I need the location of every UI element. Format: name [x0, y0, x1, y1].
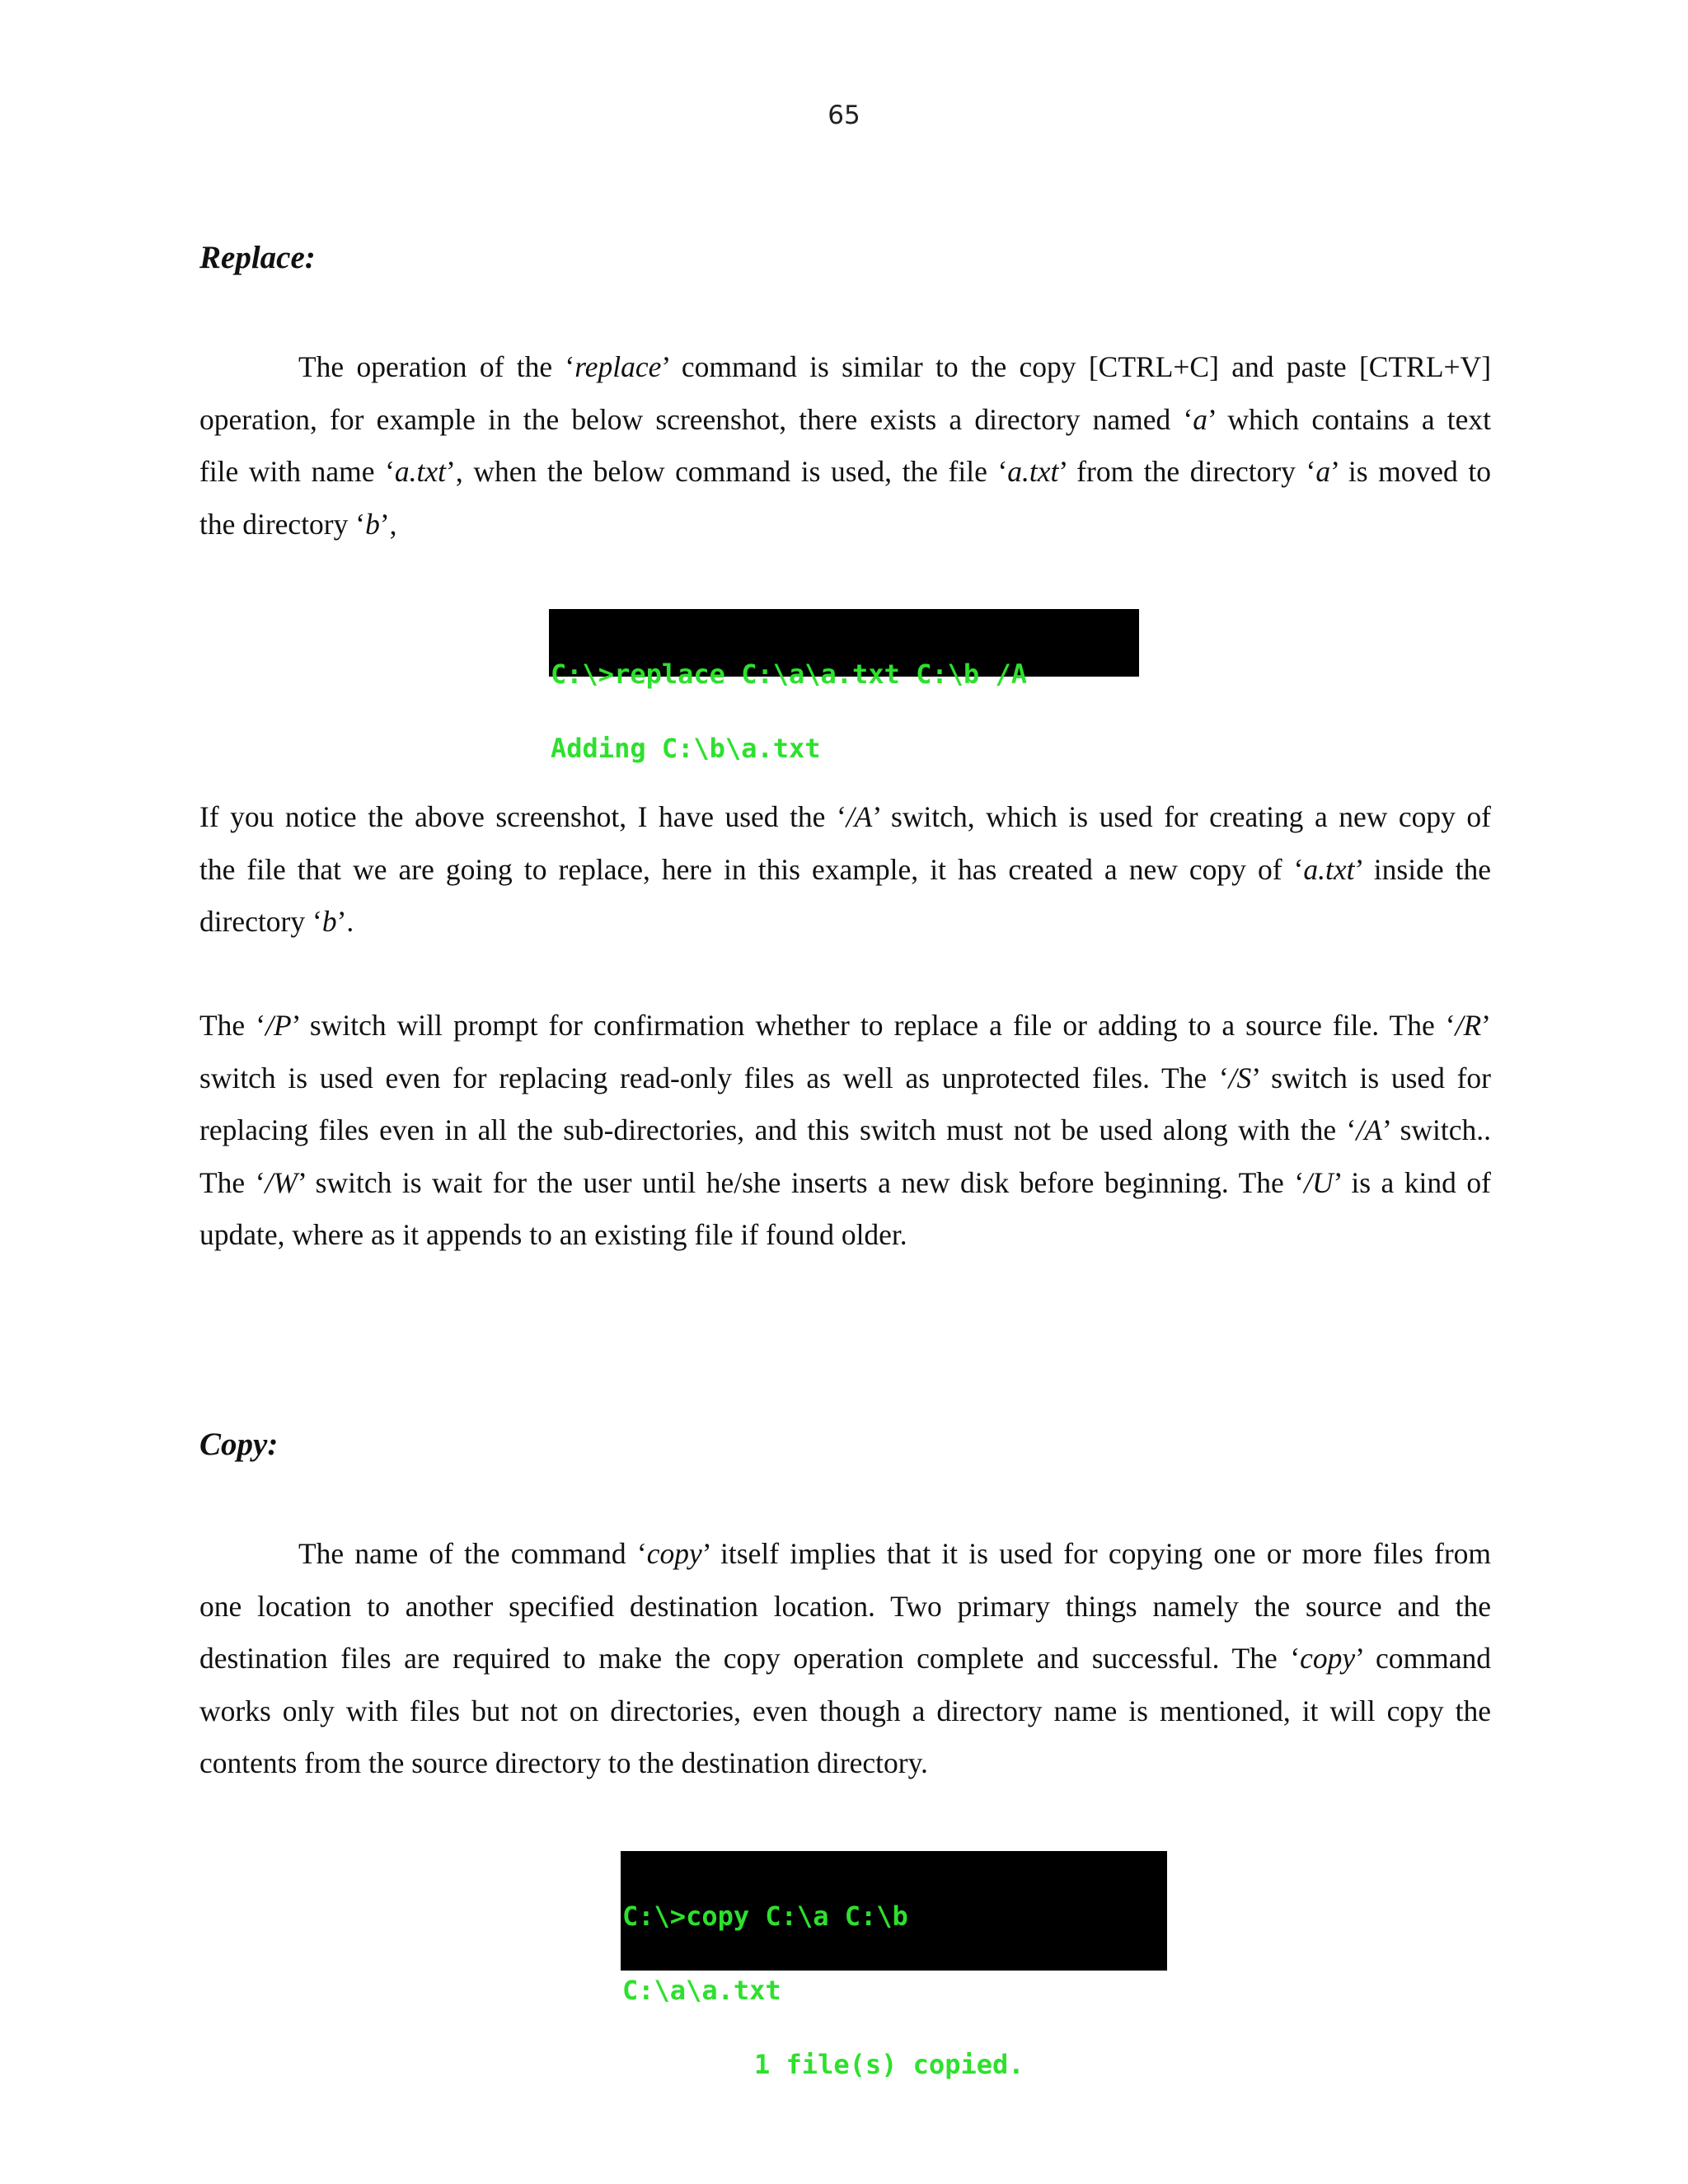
copy-intro-paragraph: [199, 1528, 1491, 1790]
replace-terminal-screenshot: [549, 609, 1139, 764]
terminal-line: C:\>replace C:\a\a.txt C:\b /A: [551, 658, 1027, 690]
text-line: destination files are required to make the copy operation complete and successful. The ‘copy’ command: [199, 1642, 1491, 1675]
text-line: replacing files even in all the sub-directories, and this switch must not be used along with the ‘/A’ switch..: [199, 1113, 1491, 1146]
replace-intro-paragraph: [199, 341, 1491, 551]
section-heading-replace: Replace:: [199, 240, 316, 275]
text-line: The operation of the ‘replace’ command is similar to the copy [CTRL+C] and paste [CTRL+V]: [298, 350, 1492, 383]
text-line: operation, for example in the below screenshot, there exists a directory named ‘a’ which contains a text: [199, 402, 1491, 436]
text-line: the directory ‘b’,: [199, 507, 397, 541]
text-line: works only with files but not on directories, even though a directory name is mentioned, it will copy the: [199, 1694, 1491, 1727]
copy-terminal-screenshot: [621, 1851, 1167, 2080]
terminal-line: C:\a\a.txt: [622, 1975, 781, 2006]
terminal-line: Adding C:\b\a.txt: [551, 733, 821, 764]
text-line: one location to another specified destination location. Two primary things namely the source and the: [199, 1589, 1491, 1623]
section-heading-copy: Copy:: [199, 1427, 279, 1462]
text-line: contents from the source directory to the destination directory.: [199, 1746, 928, 1779]
text-line: The ‘/P’ switch will prompt for confirmation whether to replace a file or adding to a source file. The ‘/R’: [199, 1009, 1491, 1042]
text-line: update, where as it appends to an existing file if found older.: [199, 1218, 907, 1251]
text-line: directory ‘b’.: [199, 905, 354, 938]
text-line: file with name ‘a.txt’, when the below command is used, the file ‘a.txt’ from the directory ‘a’ is moved to: [199, 455, 1491, 488]
text-line: switch is used even for replacing read-only files as well as unprotected files. The ‘/S’ switch is used for: [199, 1061, 1492, 1094]
replace-switch-a-paragraph: [199, 791, 1491, 949]
text-line: The ‘/W’ switch is wait for the user until he/she inserts a new disk before beginning. The ‘/U’ is a kind of: [199, 1165, 1492, 1199]
terminal-line: C:\>copy C:\a C:\b: [622, 1900, 908, 1932]
text-line: The name of the command ‘copy’ itself implies that it is used for copying one or more files from: [298, 1537, 1491, 1570]
text-line: the file that we are going to replace, here in this example, it has created a new copy of ‘a.txt’ inside the: [199, 852, 1491, 886]
page-number: 65: [828, 101, 860, 130]
text-line: If you notice the above screenshot, I have used the ‘/A’ switch, which is used for creating a new copy of: [199, 800, 1491, 833]
terminal-line: 1 file(s) copied.: [754, 2049, 1025, 2080]
replace-switches-paragraph: [199, 1000, 1491, 1262]
